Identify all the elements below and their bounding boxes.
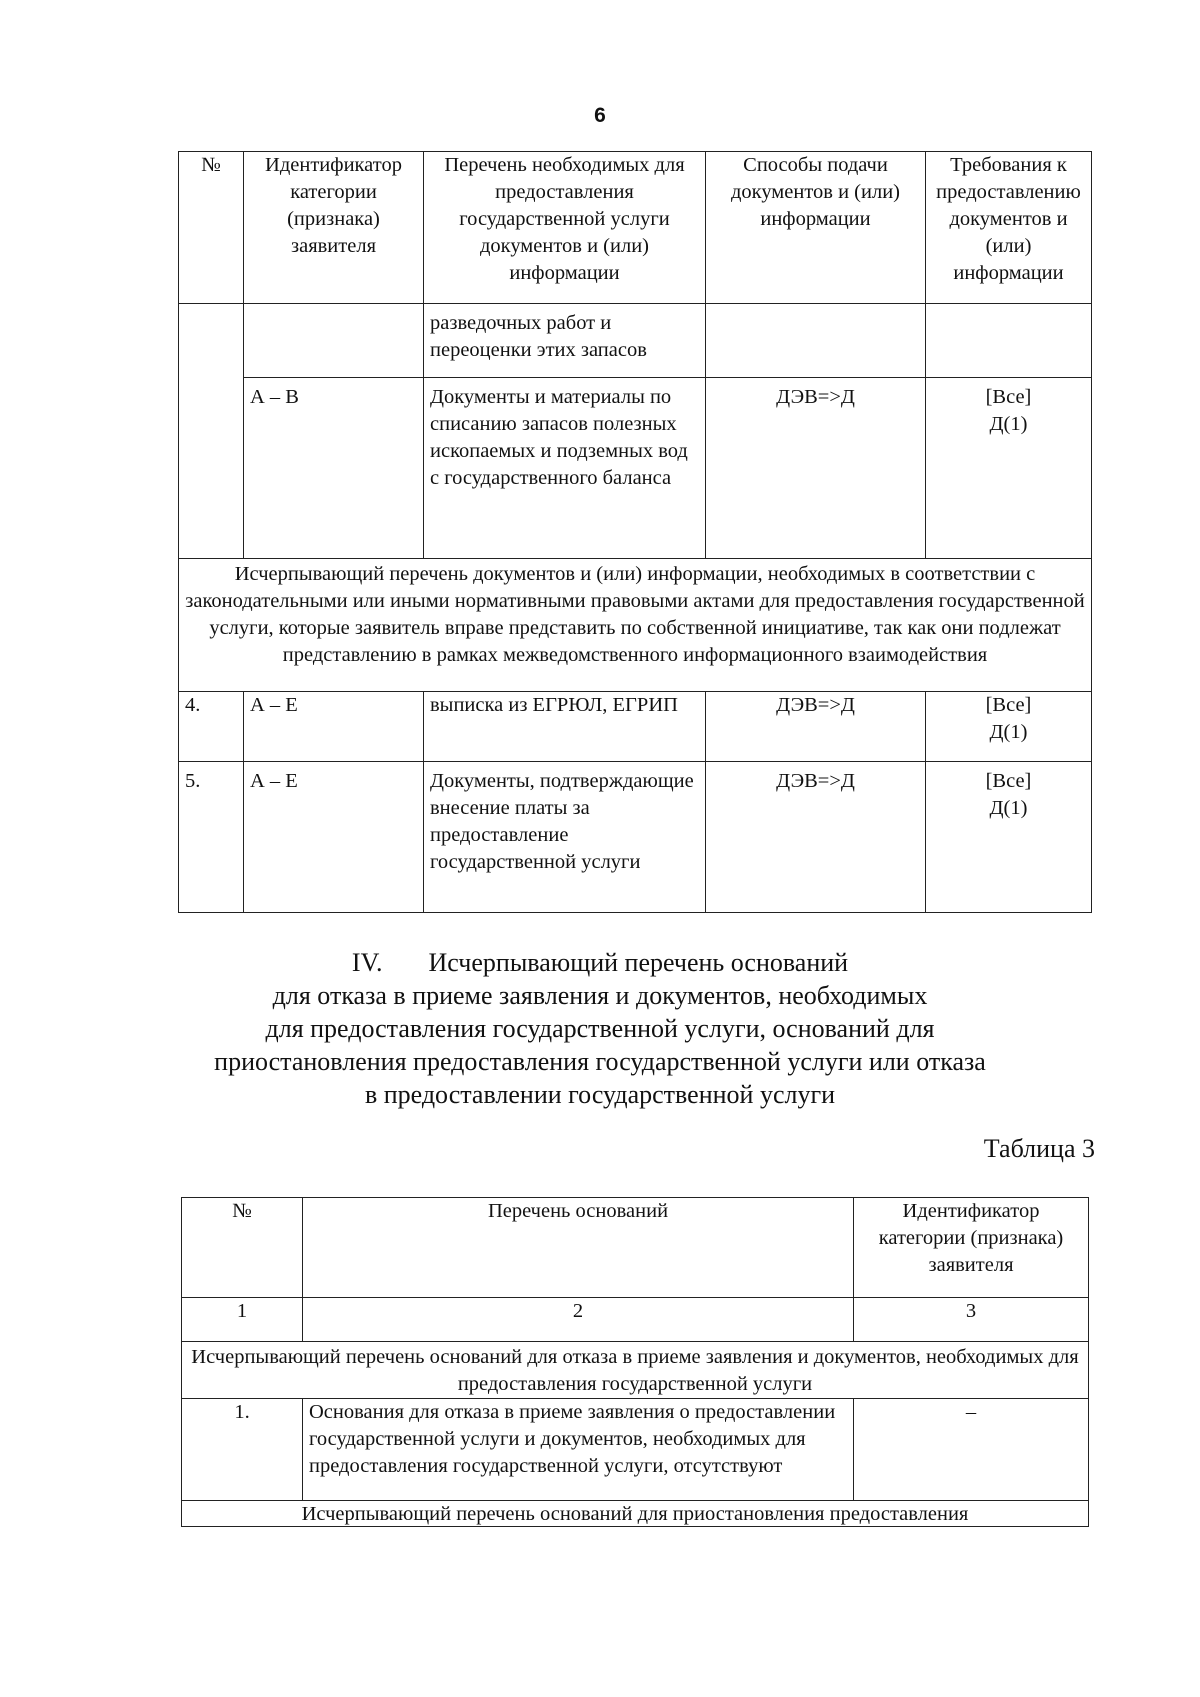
table-cell-docs: разведочных работ и переоценки этих запасов (424, 304, 706, 378)
table-cell-docs: Документы и материалы по списанию запасов полезных ископаемых и подземных вод с государственного баланса (424, 378, 706, 559)
requirement-scope: [Все] (985, 694, 1032, 716)
table-cell-docs: выписка из ЕГРЮЛ, ЕГРИП (424, 692, 706, 762)
table-caption: Таблица 3 (983, 1134, 1095, 1163)
table-cell-number: 5. (179, 762, 244, 913)
table-cell-requirements (926, 304, 1092, 378)
section-span-text: Исчерпывающий перечень оснований для отказа в приеме заявления и документов, необходимых для предоставления государственной услуги (182, 1342, 1089, 1399)
column-number: 1 (182, 1298, 303, 1342)
table-cell-number: 1. (182, 1399, 303, 1501)
col-header-applicant-category: Идентификатор категории (признака) заявителя (244, 152, 424, 304)
section-number: IV. (351, 948, 383, 977)
table-row (179, 304, 1092, 378)
table-cell-id: А – Е (244, 692, 424, 762)
grounds-table (181, 1197, 1089, 1527)
section-heading (0, 946, 1200, 1111)
table-row (179, 378, 1092, 559)
column-number-row (182, 1298, 1089, 1342)
page-number: 6 (594, 104, 606, 127)
column-number: 3 (854, 1298, 1089, 1342)
table-cell-id (244, 304, 424, 378)
table-cell-requirements (926, 762, 1092, 913)
requirement-form: Д(1) (989, 413, 1028, 435)
section-title-text: Исчерпывающий перечень оснований (428, 948, 849, 977)
table-cell-method: ДЭВ=>Д (706, 692, 926, 762)
col-header-documents-list: Перечень необходимых для предоставления государственной услуги документов и (или) информации (424, 152, 706, 304)
table-header-row (182, 1198, 1089, 1298)
table-cell-number (179, 304, 244, 559)
table-row (179, 692, 1092, 762)
section-title-line: в предоставлении государственной услуги (364, 1080, 836, 1109)
section-span-text: Исчерпывающий перечень документов и (или) информации, необходимых в соответствии с законодательными или иными нормативными правовыми актами для предоставления государственной услуги, которые заявитель вправе представить по собственной инициативе, так как они подлежат представлению в рамках межведомственного информационного взаимодействия (179, 559, 1092, 692)
table-cell-requirements (926, 378, 1092, 559)
table-cell-requirements (926, 692, 1092, 762)
table-cell-method: ДЭВ=>Д (706, 762, 926, 913)
section-title-line: для отказа в приеме заявления и документов, необходимых (272, 981, 928, 1010)
requirement-form: Д(1) (989, 721, 1028, 743)
section-row (182, 1342, 1089, 1399)
col-header-grounds-list: Перечень оснований (303, 1198, 854, 1298)
table-cell-id: А – Е (244, 762, 424, 913)
table-cell-id: А – В (244, 378, 424, 559)
section-title-line: приостановления предоставления государственной услуги или отказа (214, 1047, 986, 1076)
column-number: 2 (303, 1298, 854, 1342)
section-row (179, 559, 1092, 692)
section-title-line (0, 946, 1200, 979)
documents-table (178, 151, 1092, 913)
requirement-scope: [Все] (985, 770, 1032, 792)
table-cell-docs: Документы, подтверждающие внесение платы за предоставление государственной услуги (424, 762, 706, 913)
col-header-requirements: Требования к предоставлению документов и (или) информации (926, 152, 1092, 304)
table-cell-method: ДЭВ=>Д (706, 378, 926, 559)
table-header-row (179, 152, 1092, 304)
col-header-number: № (182, 1198, 303, 1298)
col-header-submission-methods: Способы подачи документов и (или) информации (706, 152, 926, 304)
table-cell-method (706, 304, 926, 378)
requirement-form: Д(1) (989, 797, 1028, 819)
table-cell-id: – (854, 1399, 1089, 1501)
col-header-number: № (179, 152, 244, 304)
section-span-text: Исчерпывающий перечень оснований для приостановления предоставления (182, 1501, 1089, 1527)
col-header-applicant-category: Идентификатор категории (признака) заявителя (854, 1198, 1089, 1298)
table-cell-grounds: Основания для отказа в приеме заявления о предоставлении государственной услуги и документов, необходимых для предоставления государственной услуги, отсутствуют (303, 1399, 854, 1501)
table-row (179, 762, 1092, 913)
section-title-line: для предоставления государственной услуги, оснований для (265, 1014, 935, 1043)
table-row (182, 1399, 1089, 1501)
section-row (182, 1501, 1089, 1527)
table-cell-number: 4. (179, 692, 244, 762)
requirement-scope: [Все] (985, 386, 1032, 408)
